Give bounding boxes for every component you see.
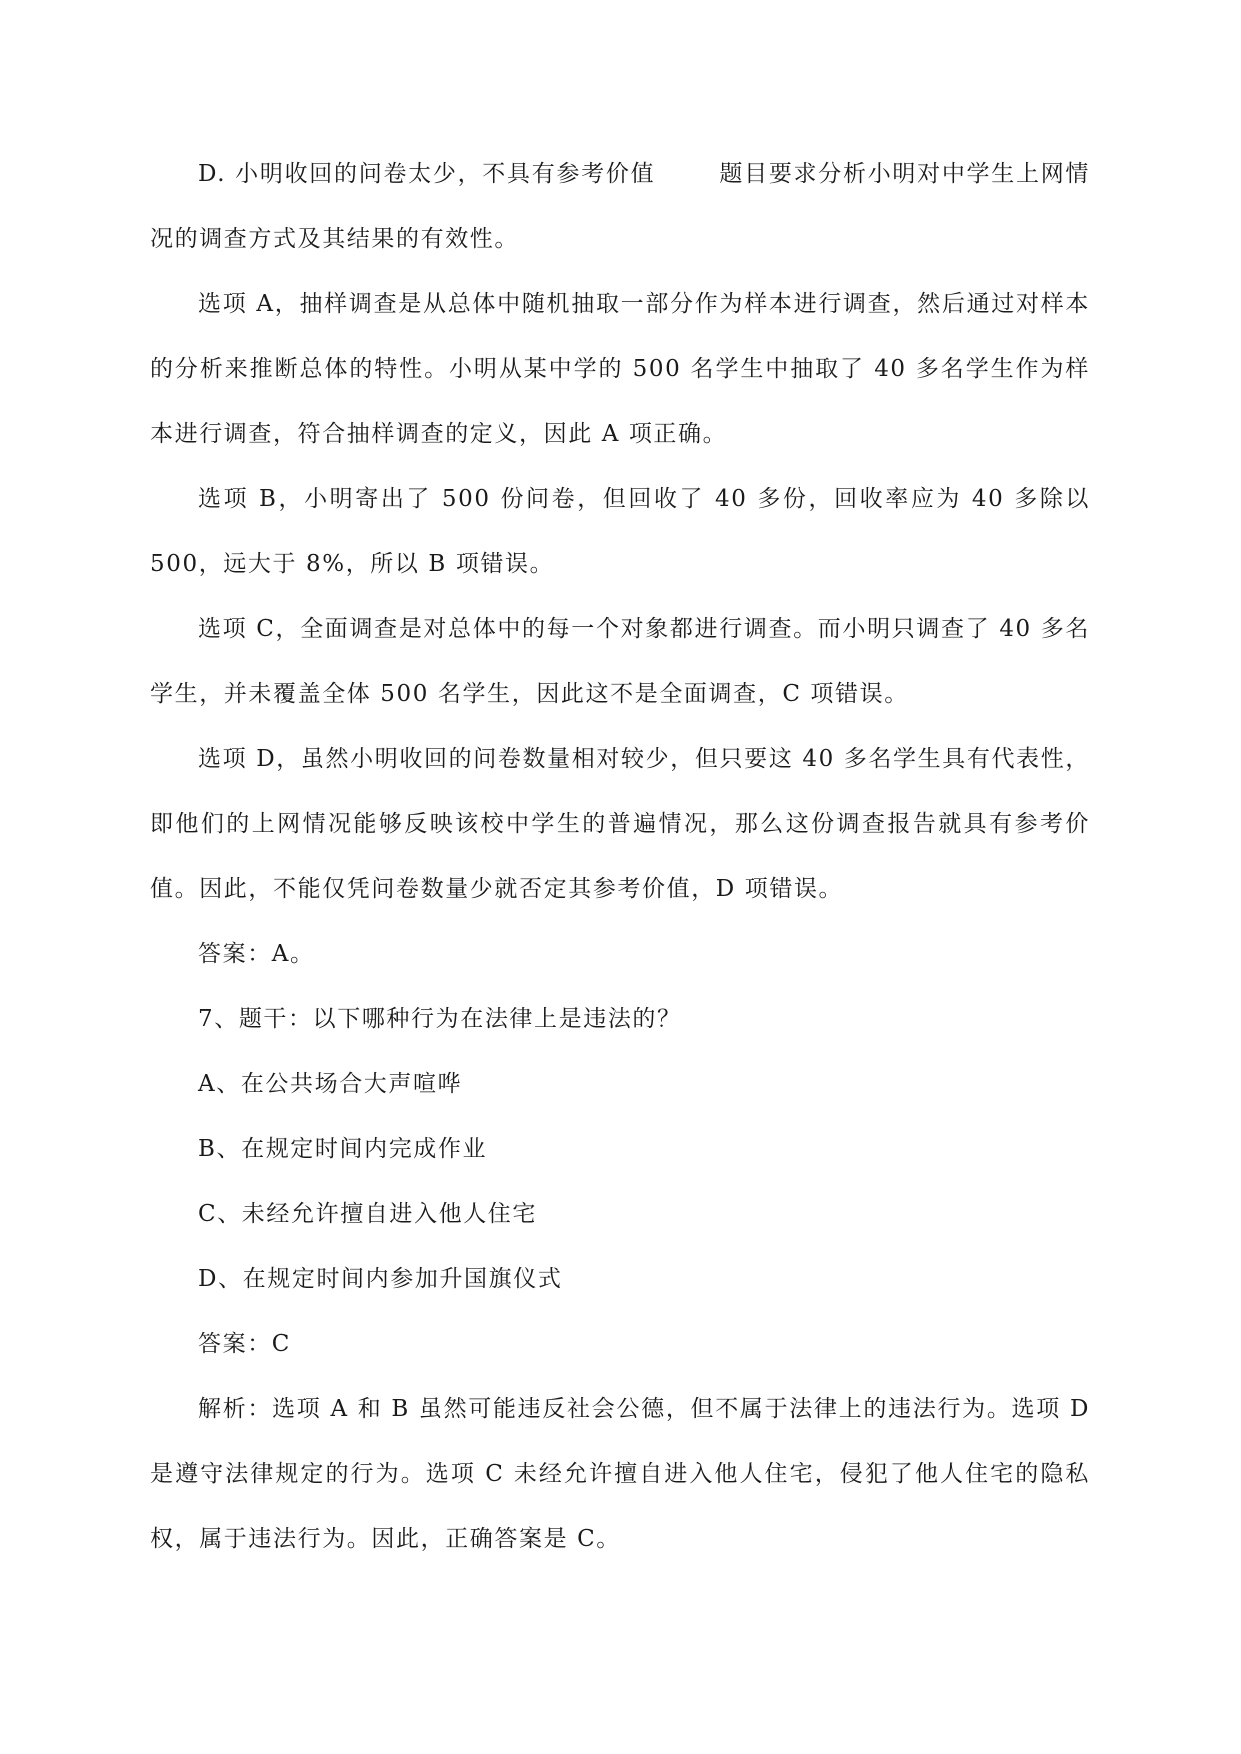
- q7-stem: 7、题干：以下哪种行为在法律上是违法的？: [198, 1006, 682, 1032]
- q6-analysis-a: 选项 A，抽样调查是从总体中随机抽取一部分作为样本进行调查，然后通过对样本的分析来推断总体的特性。小明从某中学的 500 名学生中抽取了 40 多名学生作为样本进行调查，符合抽样调查的定义，因此 A 项正确。: [150, 291, 1090, 447]
- q7-option-a: A、在公共场合大声喧哗: [198, 1071, 463, 1097]
- q7-option-b: B、在规定时间内完成作业: [198, 1136, 488, 1162]
- q7-answer: 答案：C: [198, 1331, 291, 1357]
- q6-intro: 题目要求分析小明对中学生上网情况的调查方式及其结果的有效性。: [150, 161, 1091, 252]
- q6-analysis-b: 选项 B，小明寄出了 500 份问卷，但回收了 40 多份，回收率应为 40 多除以 500，远大于 8%，所以 B 项错误。: [150, 486, 1090, 577]
- q6-answer: 答案：A。: [198, 941, 315, 967]
- q7-option-d: D、在规定时间内参加升国旗仪式: [198, 1266, 563, 1292]
- q7-analysis: 解析：选项 A 和 B 虽然可能违反社会公德，但不属于法律上的违法行为。选项 D 是遵守法律规定的行为。选项 C 未经允许擅自进入他人住宅，侵犯了他人住宅的隐私权，属于违法行为。因此，正确答案是 C。: [150, 1396, 1090, 1552]
- q7-option-c: C、未经允许擅自进入他人住宅: [198, 1201, 537, 1227]
- q6-analysis-c: 选项 C，全面调查是对总体中的每一个对象都进行调查。而小明只调查了 40 多名学生，并未覆盖全体 500 名学生，因此这不是全面调查，C 项错误。: [150, 616, 1090, 707]
- document-body: [150, 142, 1090, 1572]
- q6-option-d: D. 小明收回的问卷太少，不具有参考价值: [198, 161, 656, 187]
- q6-analysis-d: 选项 D，虽然小明收回的问卷数量相对较少，但只要这 40 多名学生具有代表性，即他们的上网情况能够反映该校中学生的普遍情况，那么这份调查报告就具有参考价值。因此，不能仅凭问卷数量少就否定其参考价值，D 项错误。: [150, 746, 1090, 902]
- q6-option-d-paragraph: [150, 142, 1090, 272]
